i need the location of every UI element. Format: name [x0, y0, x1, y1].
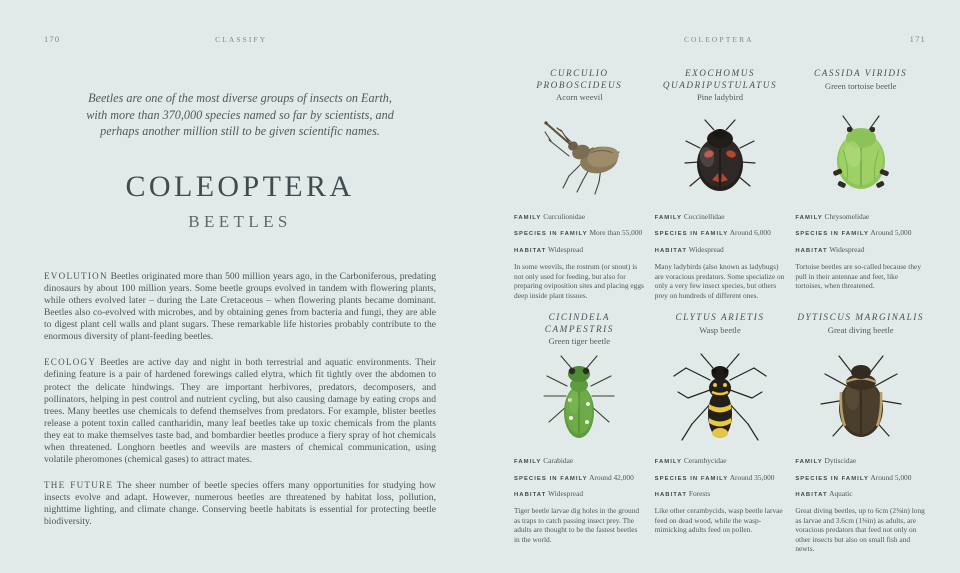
page-subtitle: BEETLES — [188, 211, 292, 231]
fact-value: Widespread — [829, 244, 865, 254]
species-common-name: Wasp beetle — [699, 324, 741, 335]
fact-habitat — [514, 489, 645, 500]
paragraph-lede: ECOLOGY — [44, 357, 97, 368]
species-heading — [655, 68, 786, 104]
species-common-name: Acorn weevil — [556, 92, 603, 103]
fact-value: Carabidae — [543, 456, 574, 466]
fact-value: Around 5,000 — [870, 228, 912, 238]
species-latin-name: CICINDELA CAMPESTRIS — [544, 312, 614, 334]
paragraph-text: Beetles originated more than 500 million years ago, in the Carboniferous, predating dinosaurs by about 100 million years. Some beetle groups evolved in tandem with flowering plants, while others evolved later – during the Late Cretaceous – when flowering plants became dominant. Beetles also co-evolved with microbes, and by obtaining genes from bacteria and fungi, they are able to digest plant cell walls and plant sugars. These remarkable life histories probably contribute to the enormous diversity of plant-feeding beetles. — [44, 270, 436, 343]
species-card — [795, 68, 926, 300]
epigraph: Beetles are one of the most diverse groups of insects on Earth, with more than 370,000 species named so far by scientists, and perhaps another million still to be given scientific names. — [86, 91, 394, 139]
fact-value: Around 6,000 — [729, 228, 771, 238]
species-facts — [655, 456, 786, 535]
fact-species-in-family — [655, 228, 786, 239]
species-facts — [514, 456, 645, 544]
species-facts — [795, 456, 926, 554]
fact-species-in-family — [795, 228, 926, 239]
species-heading — [514, 312, 645, 348]
fact-family — [655, 456, 786, 467]
right-running-head — [514, 34, 926, 50]
fact-label: SPECIES IN FAMILY — [795, 231, 869, 238]
paragraph-text: The sheer number of beetle species offers many opportunities for studying how insects evolve and adapt. However, numerous beetles are threatened by habitat loss, pollution, nighttime lighting, and climate change. Conserving beetle habitats is essential for protecting beetle biodiversity. — [44, 480, 436, 528]
fact-label: HABITAT — [795, 247, 828, 254]
fact-label: FAMILY — [795, 215, 823, 221]
species-note: Like other cerambycids, wasp beetle larvae feed on dead wood, while the wasp-mimicking adults feed on pollen. — [654, 506, 783, 535]
fact-value: More than 55,000 — [589, 228, 643, 238]
species-common-name: Green tiger beetle — [548, 336, 611, 347]
fact-value: Aquatic — [829, 489, 853, 499]
species-card — [655, 312, 786, 554]
fact-label: FAMILY — [514, 215, 542, 221]
species-heading — [795, 312, 926, 348]
fact-family — [795, 212, 926, 223]
species-facts — [655, 212, 786, 300]
fact-habitat — [795, 245, 926, 256]
great-diving-beetle-illustration — [795, 352, 926, 448]
fact-value: Around 5,000 — [870, 472, 912, 482]
species-latin-name: CASSIDA VIRIDIS — [814, 68, 908, 78]
fact-species-in-family — [655, 473, 786, 484]
paragraph-the-future — [44, 479, 436, 528]
fact-label: FAMILY — [795, 459, 823, 466]
species-note: Tiger beetle larvae dig holes in the ground as traps to catch passing insect prey. The adults are thought to be the fastest beetles in the world. — [514, 506, 640, 544]
species-note: Tortoise beetles are so-called because they pull in their antennae and feet, like tortoises, when threatened. — [795, 262, 922, 291]
fact-label: HABITAT — [654, 247, 687, 254]
green-tiger-beetle-illustration — [514, 352, 645, 448]
fact-label: HABITAT — [514, 492, 547, 499]
species-heading — [655, 312, 786, 348]
green-tortoise-beetle-illustration — [795, 108, 926, 204]
page-title: COLEOPTERA — [125, 169, 355, 203]
fact-value: Coccinellidae — [683, 212, 725, 221]
paragraph-evolution — [44, 270, 436, 344]
species-heading — [795, 68, 926, 104]
species-note: Many ladybirds (also known as ladybugs) are voracious predators. Some specialize on only a very few insect species, but others prey on hundreds of different ones. — [654, 262, 785, 300]
fact-species-in-family — [795, 473, 926, 484]
fact-habitat — [655, 489, 786, 500]
fact-label: HABITAT — [654, 492, 687, 499]
left-running-head — [44, 34, 436, 50]
paragraph-ecology — [44, 356, 436, 466]
fact-label: SPECIES IN FAMILY — [514, 231, 588, 238]
fact-value: Widespread — [548, 489, 584, 499]
fact-family — [514, 212, 645, 223]
fact-species-in-family — [514, 473, 645, 484]
right-folio: 171 — [909, 34, 926, 44]
species-card — [514, 68, 645, 300]
species-note: Great diving beetles, up to 6cm (2⅜in) long as larvae and 3.6cm (1⅜in) as adults, are voracious predators that feed not only on other insects but also on small fish and newts. — [795, 506, 925, 554]
species-card — [655, 68, 786, 300]
fact-label: SPECIES IN FAMILY — [514, 475, 588, 482]
right-page — [480, 0, 960, 573]
fact-label: FAMILY — [514, 459, 542, 466]
pine-ladybird-illustration — [655, 108, 786, 204]
paragraph-lede: EVOLUTION — [44, 270, 108, 281]
fact-habitat — [514, 245, 645, 256]
body-copy — [44, 270, 436, 529]
fact-family — [655, 212, 786, 223]
fact-family — [514, 456, 645, 467]
species-facts — [795, 212, 926, 291]
left-running-head-title: CLASSIFY — [215, 35, 268, 44]
species-common-name: Great diving beetle — [827, 324, 894, 335]
species-heading — [514, 68, 645, 104]
fact-label: FAMILY — [654, 459, 683, 466]
species-facts — [514, 212, 645, 300]
species-card — [514, 312, 645, 554]
chapter-title-block — [44, 169, 436, 231]
fact-label: SPECIES IN FAMILY — [654, 475, 729, 482]
species-note: In some weevils, the rostrum (or snout) is not only used for feeding, but also for preparing oviposition sites and placing eggs deep inside plant tissues. — [514, 262, 644, 300]
acorn-weevil-illustration — [514, 108, 645, 204]
fact-label: FAMILY — [654, 215, 683, 221]
species-common-name: Pine ladybird — [696, 92, 744, 103]
fact-value: Dytiscidae — [824, 456, 857, 466]
species-common-name: Green tortoise beetle — [824, 80, 897, 91]
fact-value: Widespread — [688, 244, 724, 254]
species-latin-name: EXOCHOMUS QUADRIPUSTULATUS — [662, 68, 778, 90]
species-card — [795, 312, 926, 554]
fact-label: HABITAT — [514, 247, 547, 254]
species-latin-name: CLYTUS ARIETIS — [675, 312, 765, 323]
species-latin-name: DYTISCUS MARGINALIS — [797, 312, 924, 323]
fact-value: Around 42,000 — [589, 472, 634, 482]
fact-family — [795, 456, 926, 467]
fact-value: Widespread — [548, 244, 584, 254]
fact-label: SPECIES IN FAMILY — [795, 475, 869, 482]
fact-value: Chrysomelidae — [824, 212, 870, 221]
right-running-head-title: COLEOPTERA — [683, 35, 754, 44]
fact-species-in-family — [514, 228, 645, 239]
species-grid — [514, 68, 926, 554]
fact-label: HABITAT — [795, 492, 828, 499]
wasp-beetle-illustration — [655, 352, 786, 448]
species-latin-name: CURCULIO PROBOSCIDEUS — [536, 68, 623, 90]
fact-value: Around 35,000 — [729, 472, 775, 482]
fact-value: Cerambycidae — [683, 456, 727, 466]
fact-habitat — [795, 489, 926, 500]
paragraph-text: Beetles are active day and night in both terrestrial and aquatic environments. Their defining feature is a pair of hardened forewings called elytra, which fit tightly over the abdomen to protect the delicate hindwings. They are important herbivores, predators, decomposers, and pollinators, helping in pest control and nutrient cycling, but also causing damage by eating crops and trees. Many beetles use chemicals to defend themselves from predators. For example, blister beetles release a potent toxin called cantharidin, many leaf beetles take up toxic chemicals from the plants they eat to make themselves taste bad, and bombardier beetles produce a fiery spray of hot chemicals when threatened. Longhorn beetles and weevils are masters of chemical communication, using volatile pheromones (chemical gases) to attract mates. — [44, 357, 436, 466]
fact-habitat — [655, 245, 786, 256]
paragraph-lede: THE FUTURE — [44, 480, 114, 491]
left-folio: 170 — [44, 34, 61, 44]
fact-value: Forests — [688, 489, 711, 499]
fact-label: SPECIES IN FAMILY — [654, 231, 729, 238]
fact-value: Curculionidae — [543, 212, 586, 221]
